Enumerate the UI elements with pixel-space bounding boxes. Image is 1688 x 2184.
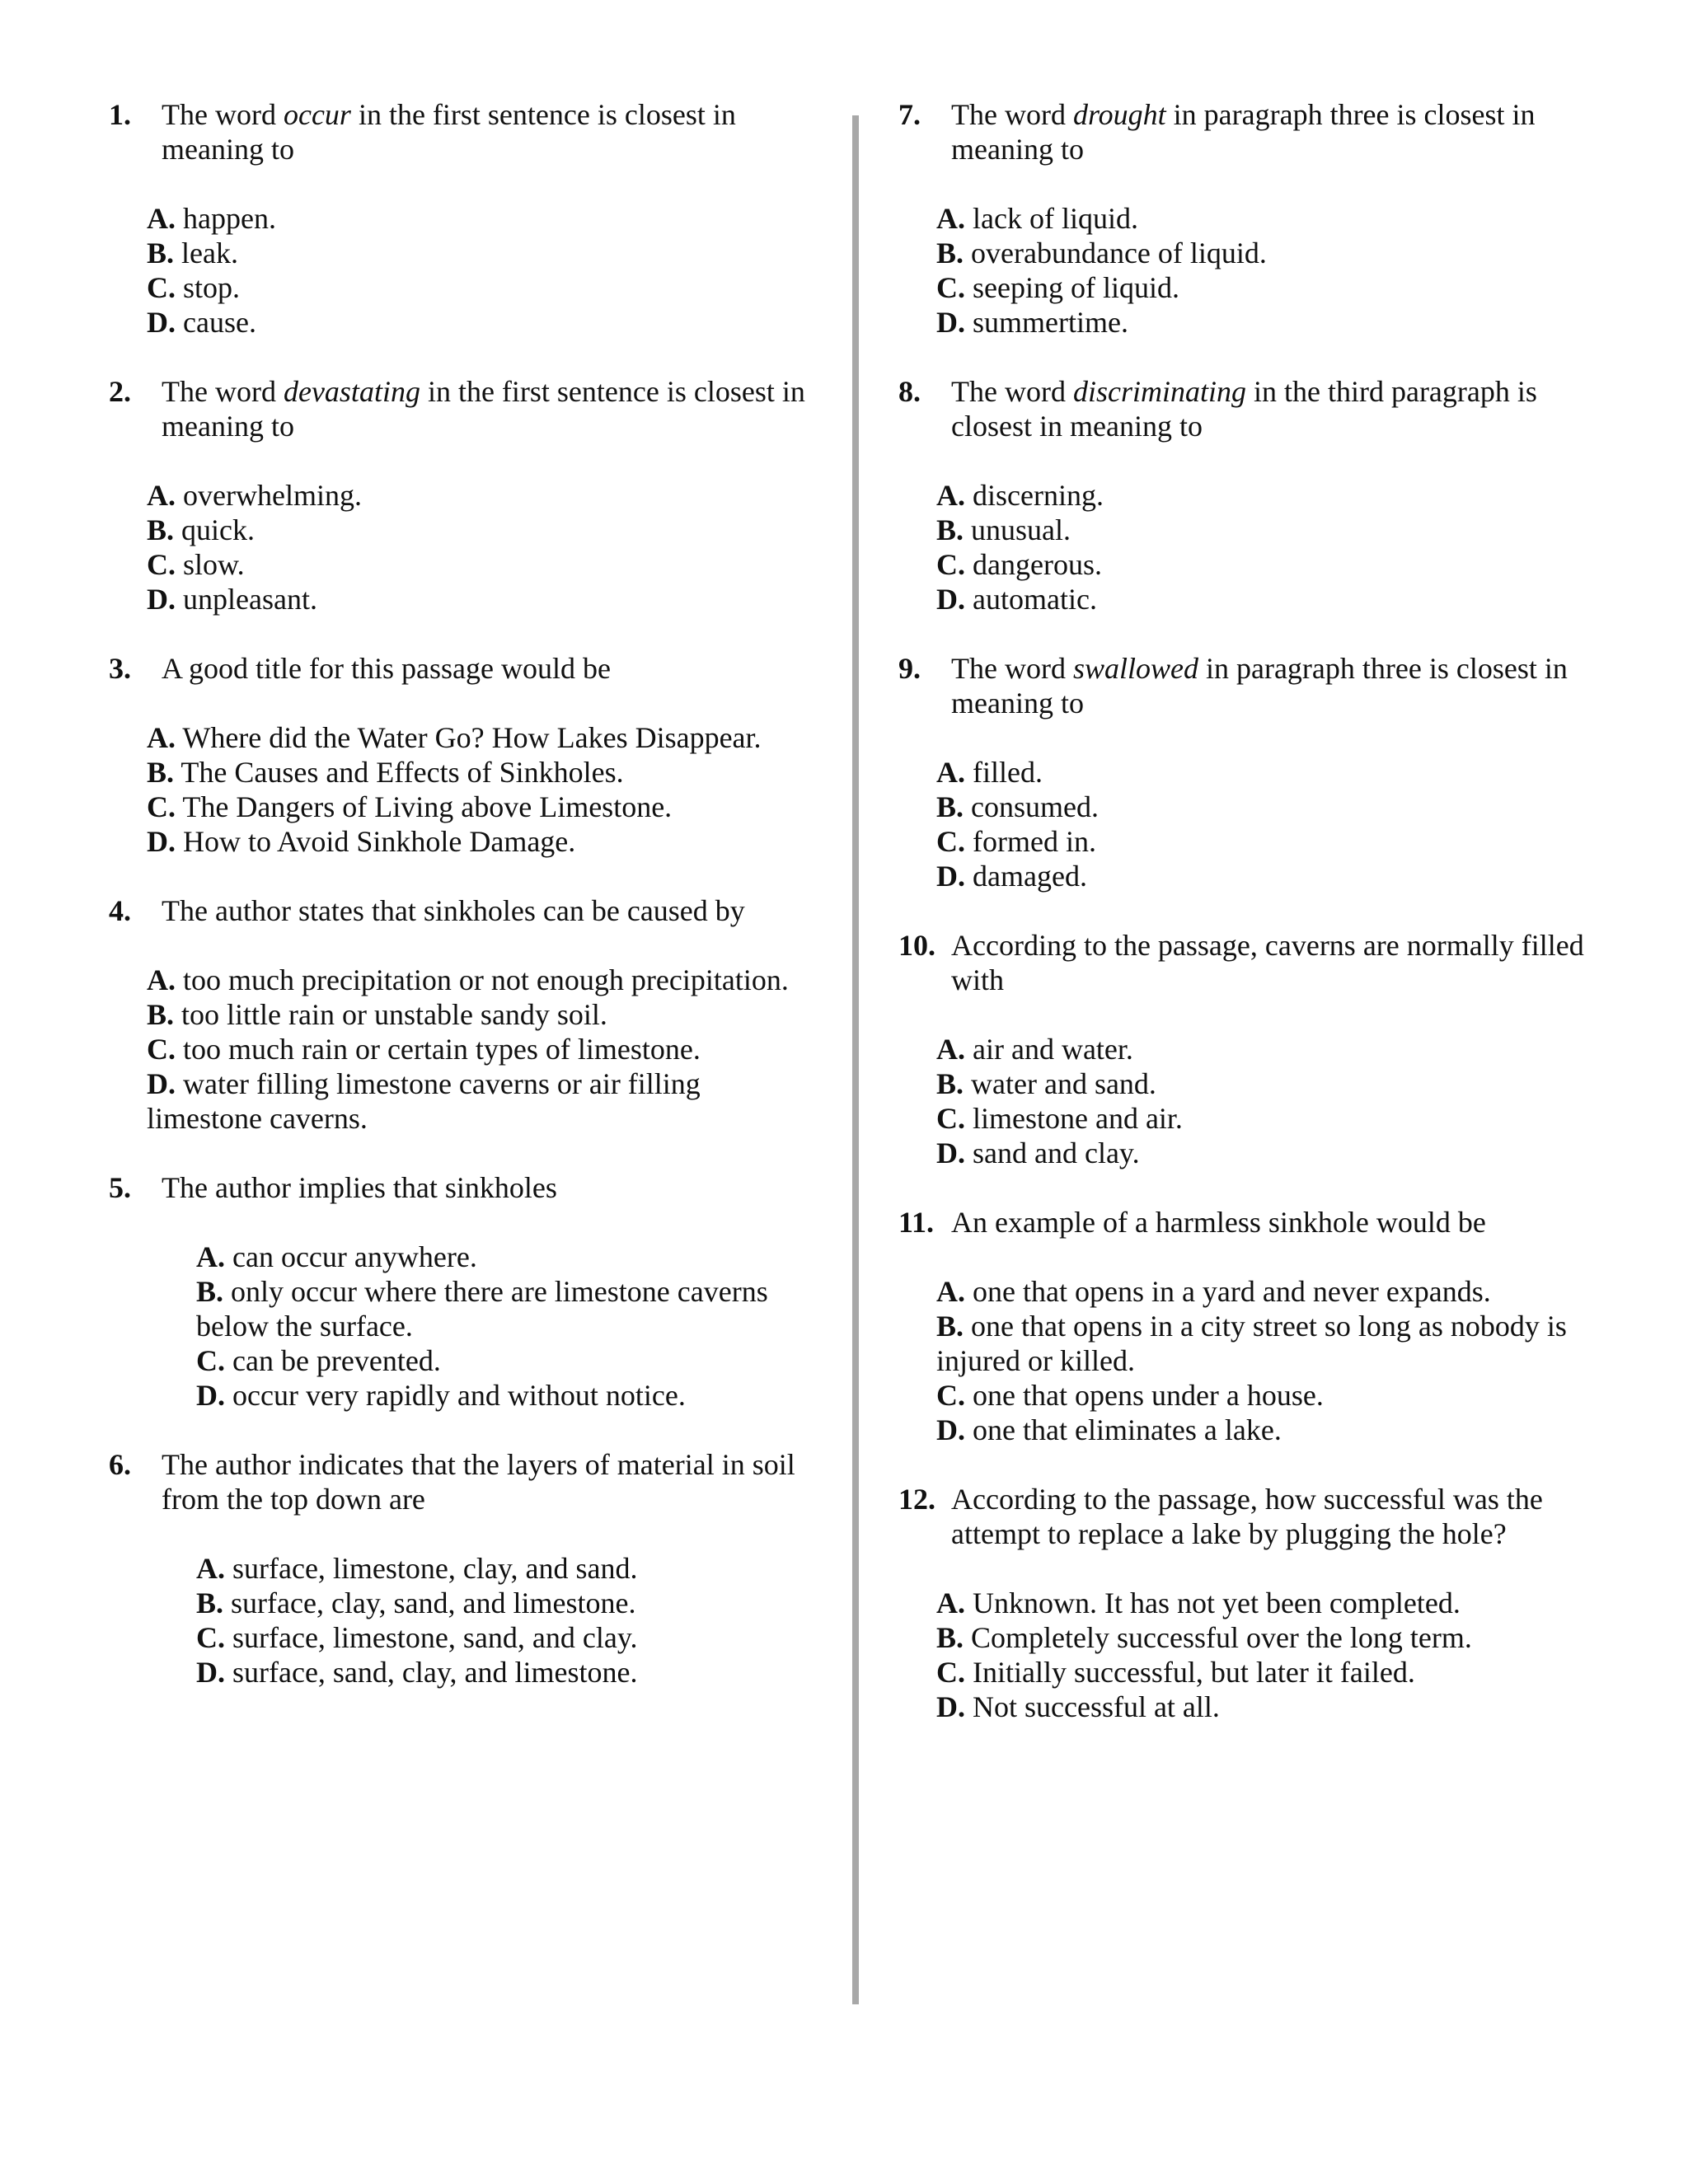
option-letter: C.	[147, 790, 176, 823]
option-text: Where did the Water Go? How Lakes Disappear.	[176, 721, 762, 754]
stem-text: in the first sentence is closest in meaning to	[162, 98, 736, 166]
option-letter: C.	[936, 825, 965, 858]
answer-option	[936, 1586, 1615, 1620]
option-text: only occur where there are limestone caverns below the surface.	[196, 1275, 768, 1343]
option-letter: A.	[936, 756, 965, 789]
question-stem	[162, 1170, 809, 1205]
stem-text: According to the passage, caverns are normally filled with	[951, 929, 1584, 996]
option-text: quick.	[174, 513, 255, 546]
question-stem	[162, 651, 809, 686]
option-text: stop.	[176, 271, 241, 304]
option-letter: C.	[147, 548, 176, 581]
option-letter: C.	[196, 1344, 225, 1377]
option-text: lack of liquid.	[965, 202, 1138, 235]
question-item	[109, 893, 809, 1136]
option-text: can occur anywhere.	[225, 1240, 477, 1273]
question-number: 12.	[898, 1483, 935, 1516]
option-text: unpleasant.	[176, 583, 317, 616]
option-text: dangerous.	[965, 548, 1102, 581]
stem-text: The word	[951, 375, 1073, 408]
answer-option	[936, 1309, 1615, 1378]
answer-options	[936, 1032, 1615, 1170]
option-text: too little rain or unstable sandy soil.	[174, 998, 607, 1031]
option-text: occur very rapidly and without notice.	[225, 1379, 686, 1412]
question-number: 9.	[898, 652, 921, 685]
question-stem	[951, 1205, 1615, 1240]
question-number: 1.	[109, 98, 131, 131]
option-letter: B.	[147, 998, 175, 1031]
question-item	[898, 97, 1615, 340]
option-letter: A.	[936, 202, 965, 235]
stem-text: in paragraph three is closest in meaning to	[951, 652, 1568, 719]
option-letter: C.	[196, 1621, 225, 1654]
answer-option	[936, 1032, 1615, 1066]
option-letter: C.	[147, 1033, 176, 1066]
option-letter: B.	[936, 1621, 964, 1654]
option-letter: C.	[936, 1379, 965, 1412]
option-text: How to Avoid Sinkhole Damage.	[176, 825, 576, 858]
option-letter: D.	[147, 306, 176, 339]
question-stem	[162, 1447, 809, 1516]
question-number: 11.	[898, 1206, 935, 1239]
answer-option	[936, 1274, 1615, 1309]
answer-option	[147, 547, 809, 582]
option-text: limestone and air.	[965, 1102, 1183, 1135]
answer-options	[147, 478, 809, 616]
answer-option	[196, 1551, 809, 1586]
answer-option	[147, 1032, 809, 1066]
column-divider	[852, 115, 859, 2004]
option-text: can be prevented.	[225, 1344, 441, 1377]
option-text: overabundance of liquid.	[964, 237, 1267, 269]
option-letter: D.	[936, 306, 965, 339]
answer-option	[936, 859, 1615, 893]
option-letter: D.	[147, 583, 176, 616]
option-letter: B.	[147, 513, 175, 546]
answer-option	[936, 1066, 1615, 1101]
option-letter: A.	[147, 963, 176, 996]
option-text: too much precipitation or not enough precipitation.	[176, 963, 789, 996]
option-letter: B.	[936, 513, 964, 546]
answer-option	[936, 824, 1615, 859]
stem-keyword: devastating	[283, 375, 420, 408]
option-letter: C.	[936, 548, 965, 581]
answer-option	[147, 824, 809, 859]
option-letter: B.	[936, 1310, 964, 1343]
question-stem	[951, 97, 1615, 166]
option-text: Not successful at all.	[965, 1690, 1220, 1723]
option-text: slow.	[176, 548, 245, 581]
option-letter: C.	[936, 1102, 965, 1135]
option-text: happen.	[176, 202, 276, 235]
question-number: 5.	[109, 1171, 131, 1204]
question-item	[898, 374, 1615, 616]
option-text: Completely successful over the long term.	[964, 1621, 1472, 1654]
option-text: Initially successful, but later it failed.	[965, 1656, 1415, 1689]
answer-options	[147, 720, 809, 859]
option-letter: A.	[196, 1240, 225, 1273]
answer-options	[147, 963, 809, 1136]
answer-option	[936, 270, 1615, 305]
answer-option	[936, 1136, 1615, 1170]
answer-option	[936, 1101, 1615, 1136]
option-letter: B.	[936, 1067, 964, 1100]
answer-option	[936, 201, 1615, 236]
option-letter: D.	[936, 1137, 965, 1169]
option-letter: B.	[147, 237, 175, 269]
option-letter: A.	[196, 1552, 225, 1585]
answer-option	[147, 236, 809, 270]
answer-options	[196, 1551, 809, 1690]
answer-option	[936, 1690, 1615, 1724]
answer-option	[936, 1655, 1615, 1690]
question-item	[109, 374, 809, 616]
option-letter: A.	[936, 1033, 965, 1066]
question-stem	[162, 97, 809, 166]
question-number: 4.	[109, 894, 131, 927]
option-letter: C.	[147, 271, 176, 304]
stem-keyword: drought	[1072, 98, 1166, 131]
question-stem	[951, 1482, 1615, 1551]
option-text: sand and clay.	[965, 1137, 1140, 1169]
question-item	[898, 651, 1615, 893]
stem-text: in the first sentence is closest in meaning to	[162, 375, 805, 443]
option-letter: D.	[147, 1067, 176, 1100]
answer-option	[196, 1620, 809, 1655]
question-item	[898, 1482, 1615, 1724]
stem-text: The word	[162, 375, 284, 408]
question-number: 8.	[898, 375, 921, 408]
question-number: 10.	[898, 929, 935, 962]
option-text: leak.	[174, 237, 238, 269]
option-letter: D.	[196, 1656, 225, 1689]
question-stem	[951, 374, 1615, 443]
option-text: cause.	[176, 306, 256, 339]
option-text: seeping of liquid.	[965, 271, 1179, 304]
question-number: 7.	[898, 98, 921, 131]
answer-option	[147, 270, 809, 305]
option-text: unusual.	[964, 513, 1071, 546]
option-text: water and sand.	[964, 1067, 1156, 1100]
answer-option	[147, 720, 809, 755]
option-letter: C.	[936, 271, 965, 304]
question-stem	[951, 651, 1615, 720]
stem-text: The author states that sinkholes can be caused by	[162, 894, 745, 927]
option-text: air and water.	[965, 1033, 1133, 1066]
option-letter: D.	[936, 1413, 965, 1446]
question-item	[109, 1170, 809, 1413]
option-letter: A.	[936, 1586, 965, 1619]
stem-text: A good title for this passage would be	[162, 652, 611, 685]
answer-option	[147, 513, 809, 547]
answer-option	[147, 963, 809, 997]
answer-options	[936, 755, 1615, 893]
stem-text: The author indicates that the layers of material in soil from the top down are	[162, 1448, 795, 1516]
left-column	[109, 97, 809, 1724]
answer-option	[196, 1586, 809, 1620]
answer-option	[196, 1274, 809, 1343]
answer-option	[147, 582, 809, 616]
option-letter: D.	[196, 1379, 225, 1412]
stem-text: The word	[951, 98, 1073, 131]
option-letter: A.	[147, 202, 176, 235]
answer-option	[936, 755, 1615, 790]
option-text: surface, sand, clay, and limestone.	[225, 1656, 638, 1689]
stem-text: in paragraph three is closest in meaning to	[951, 98, 1536, 166]
question-stem	[162, 374, 809, 443]
option-text: filled.	[965, 756, 1043, 789]
option-text: surface, clay, sand, and limestone.	[223, 1586, 636, 1619]
answer-option	[147, 1066, 809, 1136]
option-letter: B.	[147, 756, 175, 789]
option-text: surface, limestone, sand, and clay.	[225, 1621, 638, 1654]
option-letter: A.	[936, 1275, 965, 1308]
option-text: one that opens in a yard and never expands.	[965, 1275, 1491, 1308]
answer-options	[936, 1274, 1615, 1447]
question-number: 3.	[109, 652, 131, 685]
option-letter: B.	[196, 1586, 224, 1619]
answer-option	[147, 305, 809, 340]
stem-text: in the third paragraph is closest in meaning to	[951, 375, 1537, 443]
option-letter: B.	[936, 237, 964, 269]
answer-option	[936, 1413, 1615, 1447]
answer-option	[147, 755, 809, 790]
option-text: damaged.	[965, 860, 1087, 893]
option-text: overwhelming.	[176, 479, 362, 512]
answer-option	[936, 790, 1615, 824]
option-text: one that eliminates a lake.	[965, 1413, 1282, 1446]
option-text: water filling limestone caverns or air filling limestone caverns.	[147, 1067, 701, 1135]
answer-options	[196, 1240, 809, 1413]
option-letter: D.	[936, 860, 965, 893]
option-letter: A.	[147, 721, 176, 754]
option-text: automatic.	[965, 583, 1097, 616]
answer-options	[936, 201, 1615, 340]
answer-options	[936, 478, 1615, 616]
stem-text: According to the passage, how successful was the attempt to replace a lake by plugging the hole?	[951, 1483, 1543, 1550]
option-letter: D.	[936, 1690, 965, 1723]
question-item	[109, 97, 809, 340]
option-letter: D.	[147, 825, 176, 858]
option-text: consumed.	[964, 790, 1099, 823]
option-letter: C.	[936, 1656, 965, 1689]
option-letter: D.	[936, 583, 965, 616]
answer-option	[196, 1655, 809, 1690]
question-item	[898, 928, 1615, 1170]
answer-option	[936, 305, 1615, 340]
answer-options	[147, 201, 809, 340]
option-text: summertime.	[965, 306, 1128, 339]
answer-option	[196, 1343, 809, 1378]
answer-option	[147, 201, 809, 236]
right-column	[898, 97, 1615, 1759]
question-number: 2.	[109, 375, 131, 408]
option-text: one that opens in a city street so long as nobody is injured or killed.	[936, 1310, 1567, 1377]
question-item	[109, 651, 809, 859]
option-text: too much rain or certain types of limestone.	[176, 1033, 701, 1066]
stem-text: The author implies that sinkholes	[162, 1171, 557, 1204]
stem-text: The word	[951, 652, 1073, 685]
option-letter: B.	[196, 1275, 224, 1308]
option-text: formed in.	[965, 825, 1096, 858]
answer-option	[147, 997, 809, 1032]
answer-option	[147, 790, 809, 824]
answer-option	[936, 1378, 1615, 1413]
option-text: The Dangers of Living above Limestone.	[176, 790, 673, 823]
option-letter: B.	[936, 790, 964, 823]
answer-option	[936, 582, 1615, 616]
option-text: The Causes and Effects of Sinkholes.	[174, 756, 624, 789]
answer-option	[196, 1378, 809, 1413]
answer-option	[936, 478, 1615, 513]
question-number: 6.	[109, 1448, 131, 1481]
answer-option	[936, 513, 1615, 547]
option-text: surface, limestone, clay, and sand.	[225, 1552, 638, 1585]
stem-keyword: occur	[283, 98, 351, 131]
stem-text: An example of a harmless sinkhole would be	[951, 1206, 1486, 1239]
stem-keyword: swallowed	[1072, 652, 1198, 685]
answer-option	[196, 1240, 809, 1274]
option-letter: A.	[936, 479, 965, 512]
stem-keyword: discriminating	[1072, 375, 1246, 408]
stem-text: The word	[162, 98, 284, 131]
question-item	[898, 1205, 1615, 1447]
answer-option	[936, 1620, 1615, 1655]
option-letter: A.	[147, 479, 176, 512]
option-text: one that opens under a house.	[965, 1379, 1324, 1412]
question-stem	[951, 928, 1615, 997]
question-item	[109, 1447, 809, 1690]
option-text: discerning.	[965, 479, 1104, 512]
answer-option	[936, 236, 1615, 270]
answer-options	[936, 1586, 1615, 1724]
option-text: Unknown. It has not yet been completed.	[965, 1586, 1461, 1619]
question-stem	[162, 893, 809, 928]
answer-option	[936, 547, 1615, 582]
answer-option	[147, 478, 809, 513]
